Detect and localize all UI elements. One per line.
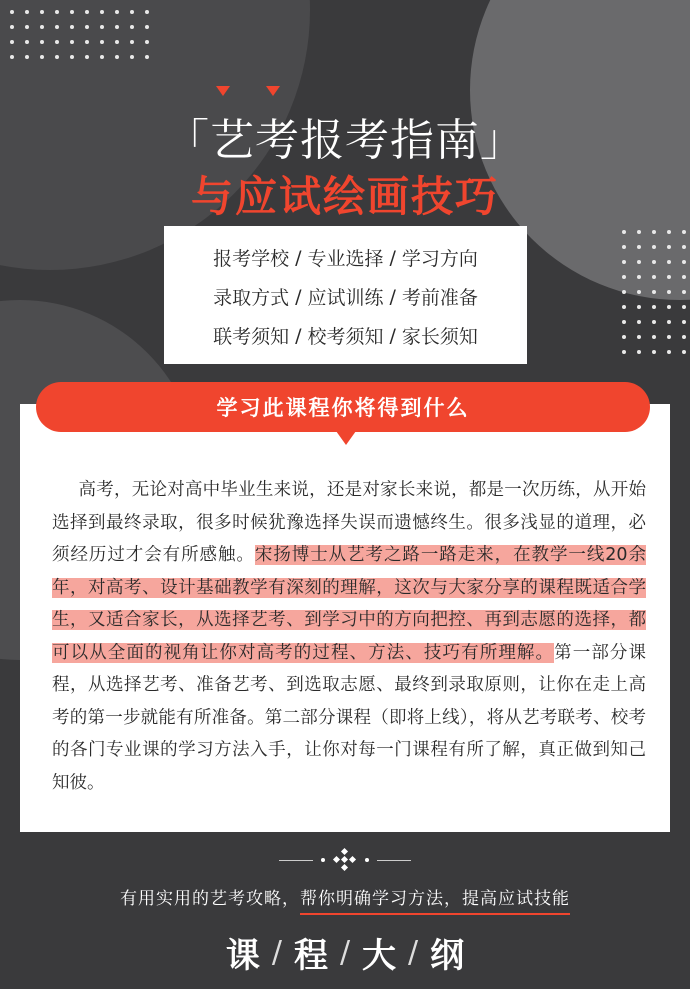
dot: [40, 25, 44, 29]
dot: [10, 25, 14, 29]
triangle-down-icon: [266, 86, 280, 96]
topic-separator: /: [389, 285, 396, 308]
dot: [115, 10, 119, 14]
dot: [85, 55, 89, 59]
dot: [667, 230, 671, 234]
dot: [40, 55, 44, 59]
dot: [145, 40, 149, 44]
dot: [100, 10, 104, 14]
dot: [637, 350, 641, 354]
dot: [55, 40, 59, 44]
dot: [622, 305, 626, 309]
topic-item: 录取方式: [213, 287, 290, 309]
dot: [652, 320, 656, 324]
dot: [622, 230, 626, 234]
topic-item: 校考须知: [307, 326, 384, 348]
topic-row: [164, 316, 527, 355]
topic-item: 联考须知: [213, 326, 290, 348]
dot: [85, 10, 89, 14]
page-subtitle: 与应试绘画技巧: [190, 172, 499, 221]
outline-char: 大: [362, 936, 397, 976]
dot: [622, 290, 626, 294]
divider-dot: [365, 858, 369, 862]
dot: [622, 335, 626, 339]
dot: [652, 245, 656, 249]
dot: [667, 245, 671, 249]
dot: [130, 10, 134, 14]
dot-grid-decoration-right: [622, 230, 686, 354]
banner-pointer-icon: [336, 431, 356, 445]
dot: [25, 40, 29, 44]
dot: [682, 335, 686, 339]
dot: [55, 10, 59, 14]
dot: [145, 55, 149, 59]
dot: [10, 55, 14, 59]
dot: [115, 55, 119, 59]
outline-char: 纲: [430, 936, 465, 976]
dot: [682, 275, 686, 279]
topic-item: 报考学校: [213, 248, 290, 270]
dot: [100, 25, 104, 29]
topic-item: 学习方向: [401, 248, 478, 270]
dot: [622, 245, 626, 249]
topic-item: 家长须知: [401, 326, 478, 348]
card-heading: 学习此课程你将得到什么: [216, 396, 470, 420]
dot: [682, 245, 686, 249]
dot: [622, 275, 626, 279]
outline-slash: /: [408, 935, 419, 970]
dot: [637, 335, 641, 339]
dot: [85, 40, 89, 44]
dot: [652, 350, 656, 354]
dot: [622, 320, 626, 324]
dot: [637, 230, 641, 234]
dot: [130, 55, 134, 59]
dot: [85, 25, 89, 29]
dot: [637, 290, 641, 294]
dot: [682, 260, 686, 264]
dot: [145, 10, 149, 14]
dot: [682, 350, 686, 354]
dot: [25, 10, 29, 14]
highlighted-text: 宋扬博士从艺考之路一路走来，在教学一线20余年，对高考、设计基础教学有深刻的理解，这次与大家分享的课程既适合学生，又适合家长，从选择艺考、到学习中的方向把控、再到志愿的选择，都可以从全面的视角让你对高考的过程、方法、技巧有所理解。: [52, 545, 646, 663]
dot: [100, 40, 104, 44]
tagline-underlined: 帮你明确学习方法，提高应试技能: [300, 889, 570, 915]
dot: [652, 335, 656, 339]
topic-row: [164, 238, 527, 277]
topic-separator: /: [389, 246, 396, 269]
dot: [40, 40, 44, 44]
topic-separator: /: [295, 285, 302, 308]
dot: [682, 230, 686, 234]
dot: [637, 305, 641, 309]
dot: [667, 260, 671, 264]
topic-separator: /: [389, 324, 396, 347]
dot: [667, 320, 671, 324]
topic-row: [164, 277, 527, 316]
dot: [667, 290, 671, 294]
dot: [25, 25, 29, 29]
outline-char: 程: [293, 936, 328, 976]
dot: [652, 230, 656, 234]
dot: [10, 40, 14, 44]
dot: [70, 25, 74, 29]
dot: [10, 10, 14, 14]
outline-slash: /: [339, 935, 351, 970]
dot: [637, 245, 641, 249]
dot: [100, 55, 104, 59]
dot: [70, 55, 74, 59]
dot: [652, 290, 656, 294]
dot: [682, 320, 686, 324]
tagline-text: 有用实用的艺考攻略，: [120, 889, 300, 909]
divider-line: [377, 860, 411, 861]
dot: [55, 55, 59, 59]
triangle-down-icon: [216, 86, 230, 96]
divider-line: [279, 860, 313, 861]
dot: [70, 10, 74, 14]
page-title: 「艺考报考指南」: [165, 115, 525, 166]
dot: [652, 260, 656, 264]
divider-dot: [321, 858, 325, 862]
dot: [682, 290, 686, 294]
outline-slash: /: [271, 935, 282, 970]
dot-grid-decoration: [10, 10, 149, 59]
tagline: [0, 884, 690, 909]
dot: [70, 40, 74, 44]
dot: [637, 275, 641, 279]
dot: [145, 25, 149, 29]
dot: [667, 275, 671, 279]
body-text: 高考，无论对高中毕业生来说，还是对家长来说，都是一次历练，从开始选择到最终录取，很多时候犹豫选择失误而遗憾终生。很多浅显的道理，必须经历过才会有所感触。: [52, 480, 646, 565]
dot: [652, 305, 656, 309]
topic-separator: /: [295, 246, 302, 269]
topic-separator: /: [295, 324, 302, 347]
body-text-continued: 第一部分课程，从选择艺考、准备艺考、到选取志愿、最终到录取原则，让你在走上高考的第一步就能有所准备。第二部分课程（即将上线），将从艺考联考、校考的各门专业课的学习方法入手，让你对每一门课程有所了解，真正做到知己知彼。: [52, 642, 647, 793]
dot: [667, 305, 671, 309]
dot: [622, 260, 626, 264]
dot: [667, 335, 671, 339]
card-body: [52, 474, 646, 799]
dot: [652, 275, 656, 279]
dot: [115, 40, 119, 44]
diamond-ornament-icon: [333, 848, 357, 872]
course-outline-title: [0, 928, 690, 977]
topic-item: 考前准备: [401, 287, 478, 309]
dot: [637, 320, 641, 324]
dot: [637, 260, 641, 264]
dot: [130, 40, 134, 44]
dot: [115, 25, 119, 29]
dot: [130, 25, 134, 29]
dot: [25, 55, 29, 59]
dot: [667, 350, 671, 354]
card-heading-banner: [36, 382, 650, 432]
outline-char: 课: [225, 936, 260, 976]
dot: [40, 10, 44, 14]
title-arrows: [216, 86, 280, 96]
dot: [682, 305, 686, 309]
topics-box: [164, 226, 527, 364]
section-divider: [0, 848, 690, 872]
dot: [55, 25, 59, 29]
topic-item: 专业选择: [307, 248, 384, 270]
dot: [622, 350, 626, 354]
topic-item: 应试训练: [307, 287, 384, 309]
